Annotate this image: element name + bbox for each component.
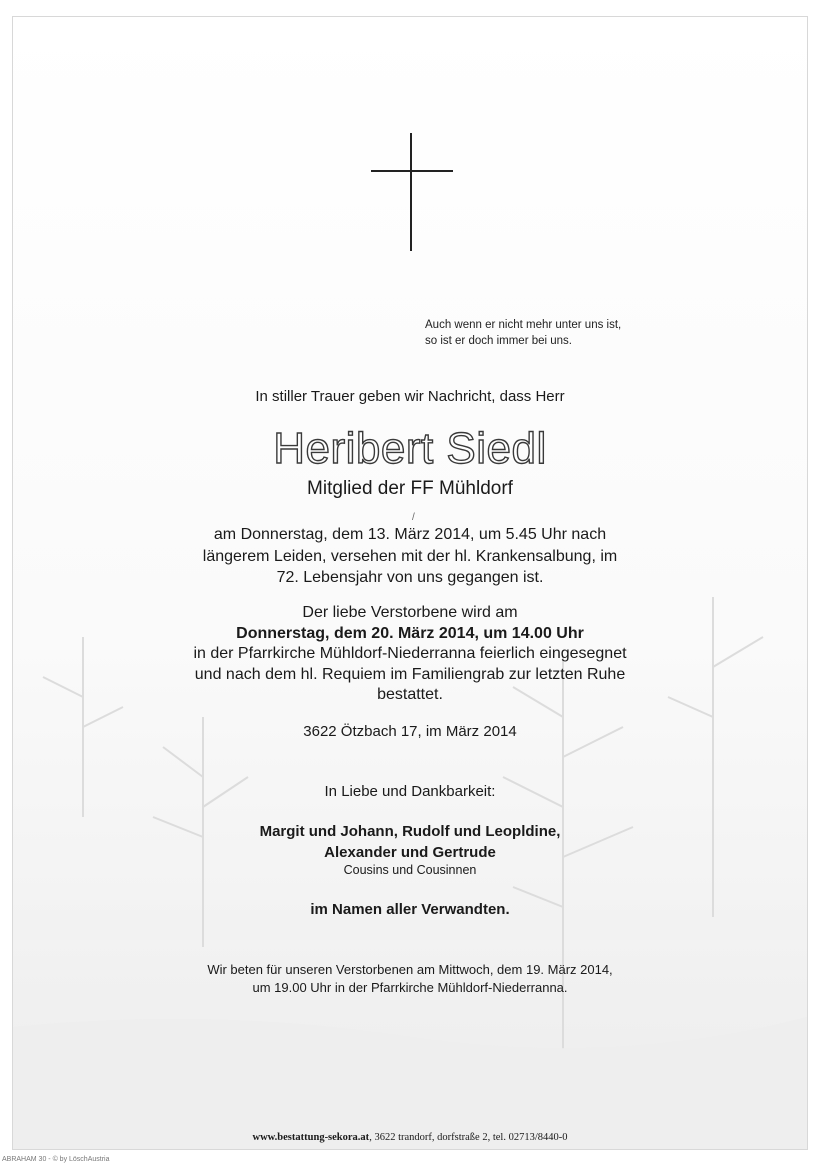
deceased-name: Heribert Siedl xyxy=(273,424,547,473)
prayer-line-2: um 19.00 Uhr in der Pfarrkirche Mühldorf-Niederranna. xyxy=(252,980,568,995)
family-line-1: Margit und Johann, Rudolf und Leopldine, xyxy=(259,823,561,840)
on-behalf-text: im Namen aller Verwandten. xyxy=(310,901,510,918)
quote-line-2: so ist er doch immer bei uns. xyxy=(425,335,573,347)
watermark: ABRAHAM 30 - © by LöschAustria xyxy=(2,1156,110,1163)
family-names xyxy=(13,821,807,863)
funeral-line-5: bestattet. xyxy=(377,686,443,703)
death-line-3: 72. Lebensjahr von uns gegangen ist. xyxy=(276,569,544,586)
thanks-heading: In Liebe und Dankbarkeit: xyxy=(324,783,496,800)
death-line-2: längerem Leiden, versehen mit der hl. Krankensalbung, im xyxy=(202,547,618,565)
cross-icon xyxy=(371,133,453,251)
funeral-line-1: Der liebe Verstorbene wird am xyxy=(302,604,518,621)
place-date: 3622 Ötzbach 17, im März 2014 xyxy=(303,723,517,740)
footer-website[interactable]: www.bestattung-sekora.at xyxy=(252,1132,370,1143)
death-line-1: am Donnerstag, dem 13. März 2014, um 5.45 Uhr nach xyxy=(213,526,607,543)
funeral-date: Donnerstag, dem 20. März 2014, um 14.00 Uhr xyxy=(236,624,584,642)
quote-line-1: Auch wenn er nicht mehr unter uns ist, xyxy=(425,319,622,331)
memorial-quote xyxy=(425,317,685,349)
family-cousins: Cousins und Cousinnen xyxy=(343,863,477,877)
funeral-line-3: in der Pfarrkirche Mühldorf-Niederranna feierlich eingesegnet xyxy=(193,645,627,662)
funeral-home-footer xyxy=(13,1132,807,1143)
family-line-2: Alexander und Gertrude xyxy=(324,844,496,861)
funeral-details xyxy=(13,603,807,706)
intro-text: In stiller Trauer geben wir Nachricht, dass Herr xyxy=(255,388,565,405)
funeral-line-4: und nach dem hl. Requiem im Familiengrab zur letzten Ruhe xyxy=(194,665,626,683)
death-notice xyxy=(13,524,807,589)
deceased-affiliation: Mitglied der FF Mühldorf xyxy=(307,478,513,499)
stray-mark: / xyxy=(412,512,415,523)
footer-address: , 3622 trandorf, dorfstraße 2, tel. 02713/8440-0 xyxy=(369,1132,568,1143)
prayer-line-1: Wir beten für unseren Verstorbenen am Mittwoch, dem 19. März 2014, xyxy=(207,962,613,977)
obituary-sheet xyxy=(12,16,808,1150)
prayer-notice xyxy=(13,961,807,997)
